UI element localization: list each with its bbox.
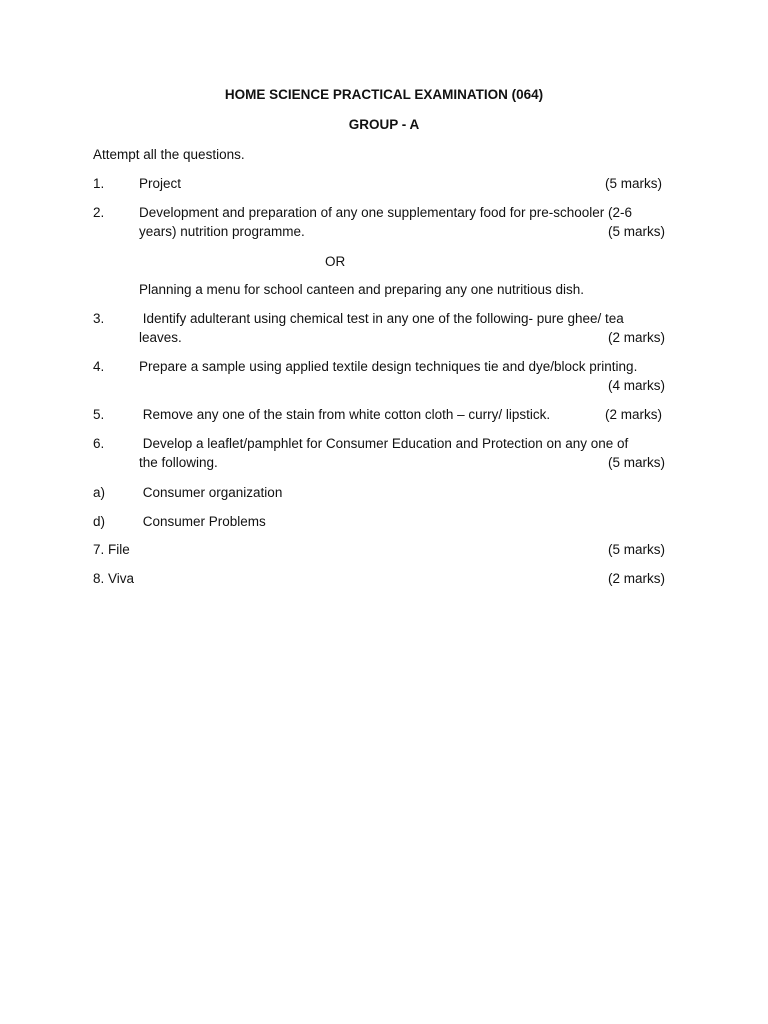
group-heading: GROUP - A — [348, 117, 420, 132]
question-text: 7. File — [93, 542, 130, 557]
exam-title: HOME SCIENCE PRACTICAL EXAMINATION (064) — [224, 87, 544, 102]
question-text: Develop a leaflet/pamphlet for Consumer Education and Protection on any one of — [139, 436, 629, 451]
question-number: 3. — [93, 311, 105, 326]
question-2-alternative: Planning a menu for school canteen and preparing any one nutritious dish. — [139, 282, 585, 297]
option-text: Consumer Problems — [139, 514, 266, 529]
option-text: Consumer organization — [139, 485, 283, 500]
option-label: d) — [93, 514, 106, 529]
question-number: 5. — [93, 407, 105, 422]
question-marks: (2 marks) — [608, 571, 665, 586]
question-number: 1. — [93, 176, 105, 191]
question-text: Remove any one of the stain from white cotton cloth – curry/ lipstick. — [139, 407, 551, 422]
question-number: 6. — [93, 436, 105, 451]
question-text: Prepare a sample using applied textile design techniques tie and dye/block printing. — [139, 359, 638, 374]
question-marks: (2 marks) — [605, 407, 662, 422]
question-text: leaves. — [139, 330, 182, 345]
question-text: the following. — [139, 455, 218, 470]
option-label: a) — [93, 485, 106, 500]
question-marks: (5 marks) — [605, 176, 662, 191]
question-text: Identify adulterant using chemical test in any one of the following- pure ghee/ tea — [139, 311, 624, 326]
question-marks: (2 marks) — [608, 330, 665, 345]
or-separator: OR — [325, 254, 346, 269]
question-text: Development and preparation of any one supplementary food for pre-schooler (2-6 — [139, 205, 633, 220]
question-marks: (4 marks) — [608, 378, 665, 393]
question-marks: (5 marks) — [608, 542, 665, 557]
question-number: 2. — [93, 205, 105, 220]
question-text: Project — [139, 176, 182, 191]
question-number: 4. — [93, 359, 105, 374]
question-text: years) nutrition programme. — [139, 224, 305, 239]
question-text: 8. Viva — [93, 571, 135, 586]
question-marks: (5 marks) — [608, 224, 665, 239]
question-marks: (5 marks) — [608, 455, 665, 470]
instruction: Attempt all the questions. — [93, 147, 245, 162]
